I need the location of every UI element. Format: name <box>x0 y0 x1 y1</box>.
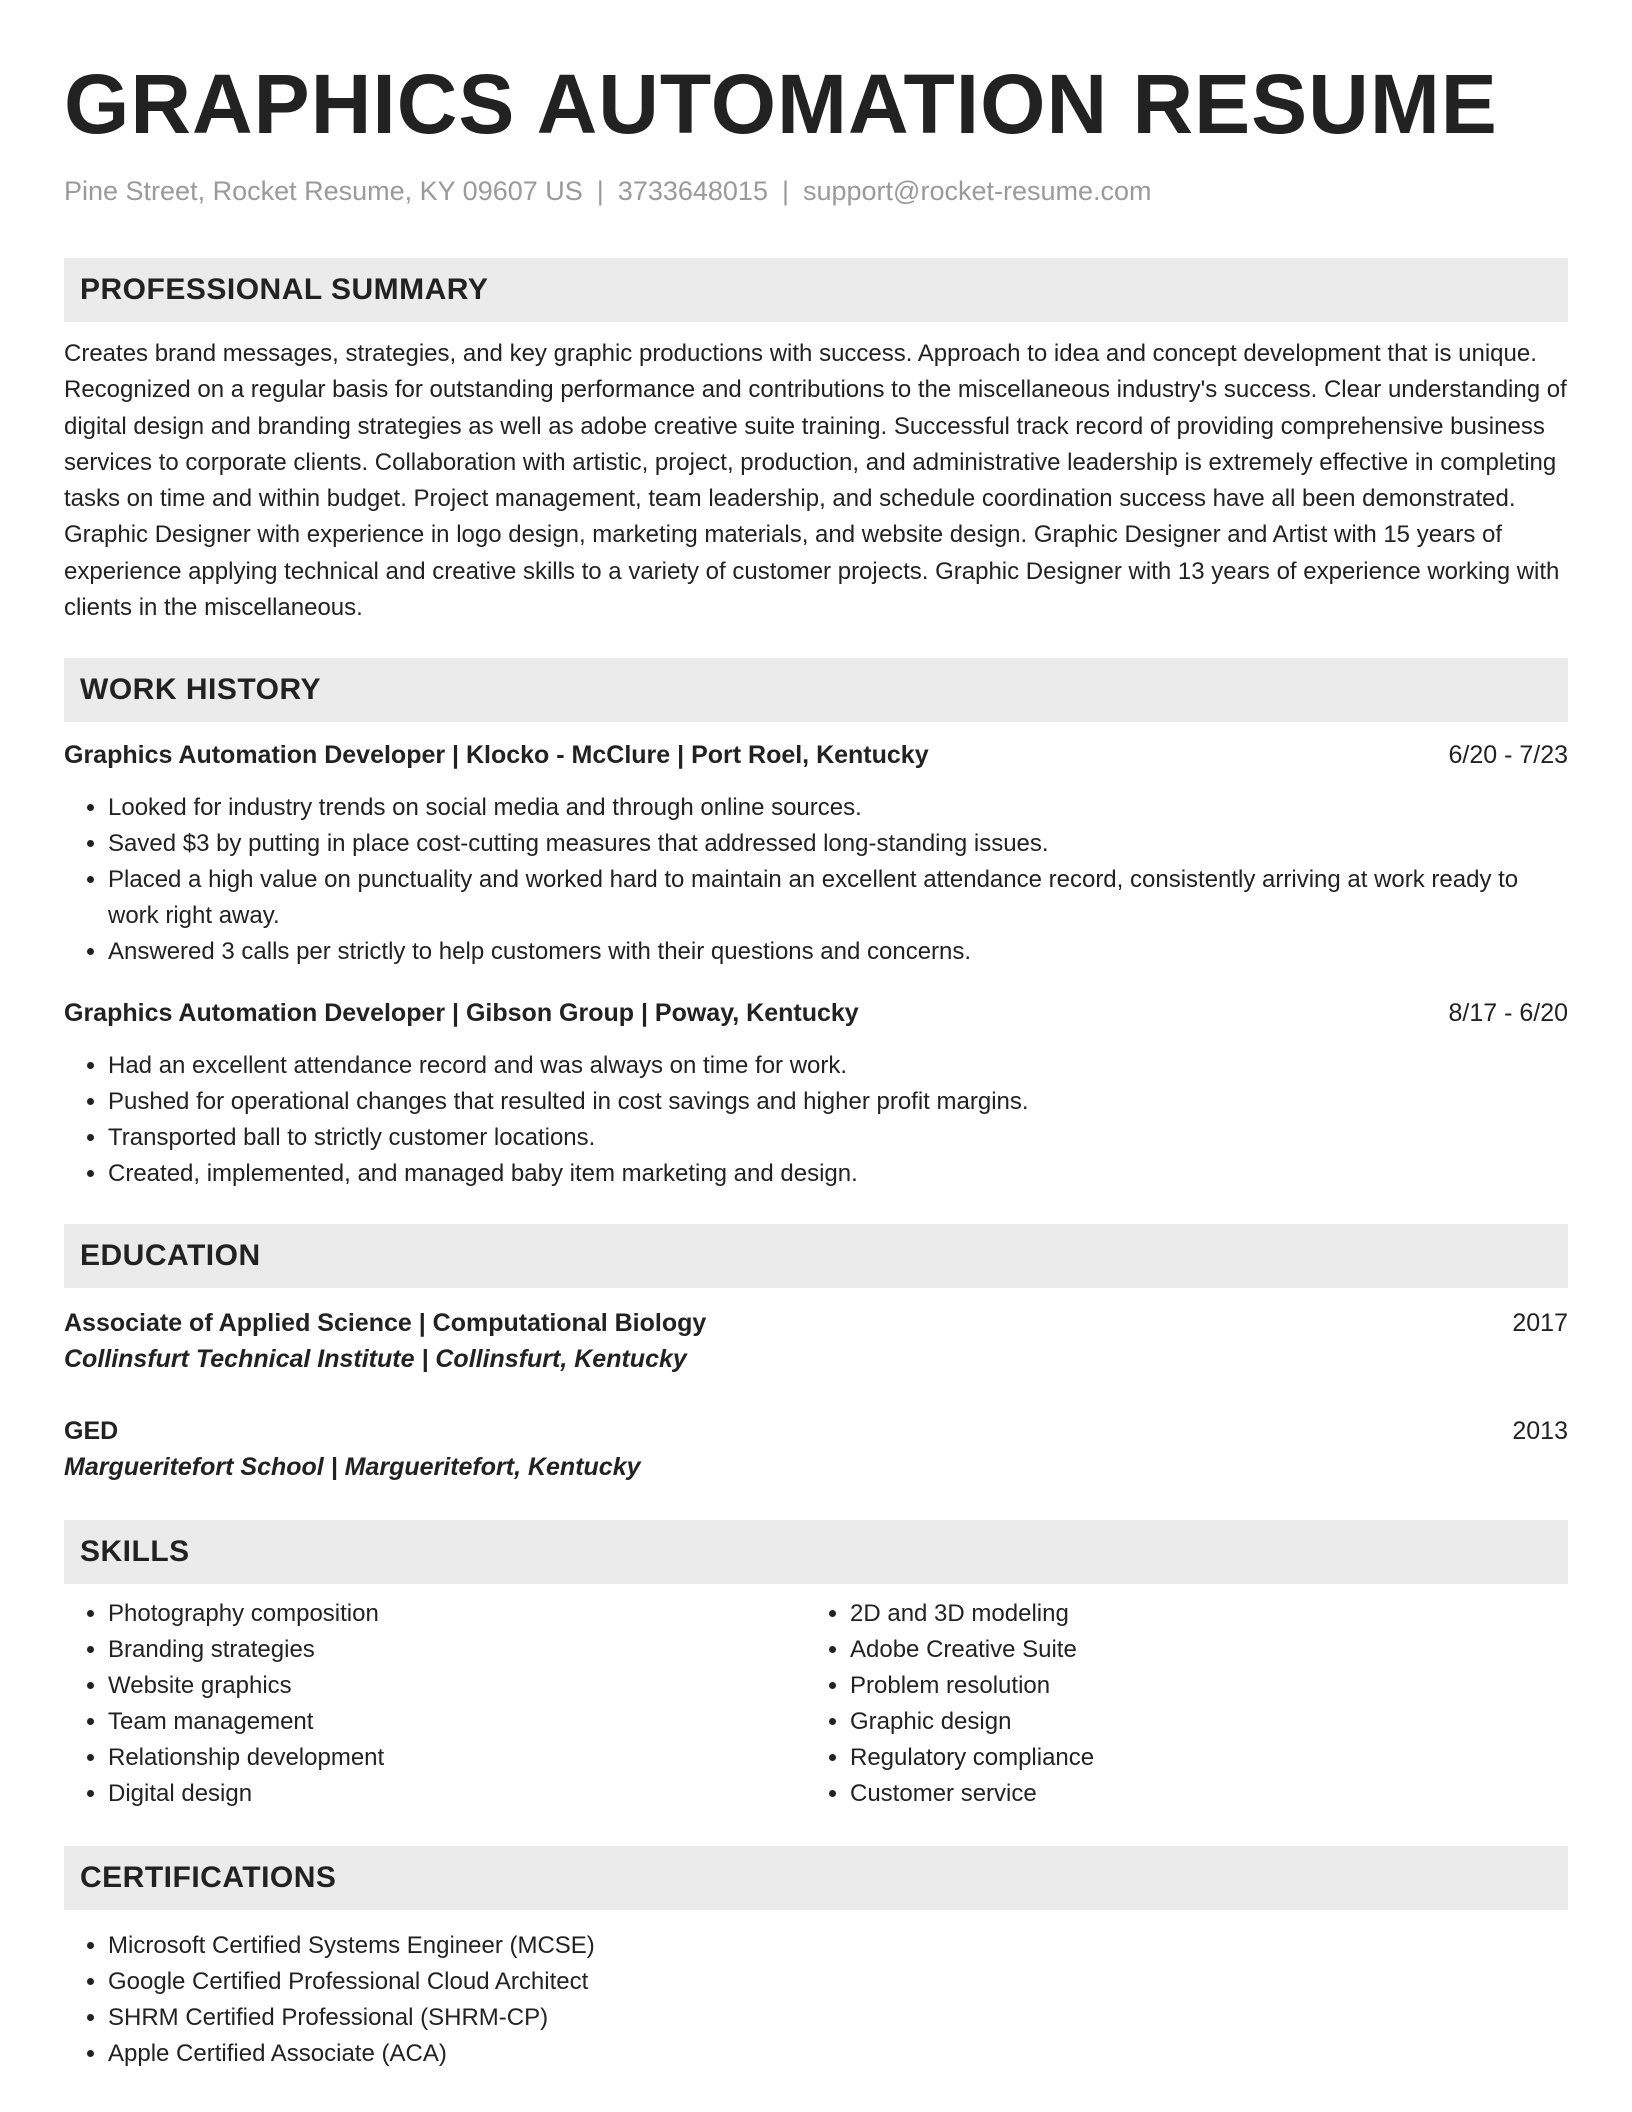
skills-list <box>806 1596 1568 1812</box>
job-header <box>64 738 1568 772</box>
summary-paragraph: Creates brand messages, strategies, and key graphic productions with success. Approach to idea and concept development that is unique. Recognized on a regular basis for outstanding performance and contributions to the miscellaneous industry's success. Clear understanding of digital design and branding strategies as well as adobe creative suite training. Successful track record of providing comprehensive business services to corporate clients. Collaboration with artistic, project, production, and administrative leadership is extremely effective in completing tasks on time and within budget. Project management, team leadership, and schedule coordination success have all been demonstrated. Graphic Designer with experience in logo design, marketing materials, and website design. Graphic Designer and Artist with 15 years of experience applying technical and creative skills to a variety of customer projects. Graphic Designer with 13 years of experience working with clients in the miscellaneous. <box>64 340 1567 622</box>
skill-item: • Graphic design <box>850 1704 1568 1740</box>
job-bullet: • Transported ball to strictly customer locations. <box>108 1120 1568 1156</box>
education-year: 2017 <box>1512 1309 1568 1338</box>
job-bullet: • Had an excellent attendance record and was always on time for work. <box>108 1048 1568 1084</box>
skill-item: • Customer service <box>850 1776 1568 1812</box>
job-bullet: • Pushed for operational changes that resulted in cost savings and higher profit margins. <box>108 1084 1568 1120</box>
contact-line <box>64 174 1568 208</box>
section-header-education: EDUCATION <box>64 1224 1568 1288</box>
education-school: Collinsfurt Technical Institute | Collinsfurt, Kentucky <box>64 1345 687 1374</box>
certification-item: • Apple Certified Associate (ACA) <box>108 2036 1568 2072</box>
education-year: 2013 <box>1512 1417 1568 1446</box>
job-bullet: • Answered 3 calls per strictly to help customers with their questions and concerns. <box>108 934 1568 970</box>
section-header-certifications: CERTIFICATIONS <box>64 1846 1568 1910</box>
skills-list <box>64 1596 806 1812</box>
skill-item: • Website graphics <box>108 1668 806 1704</box>
job-bullet: • Created, implemented, and managed baby item marketing and design. <box>108 1156 1568 1192</box>
job-dates: 8/17 - 6/20 <box>1448 999 1568 1028</box>
section-header-work-history: WORK HISTORY <box>64 658 1568 722</box>
skill-item: • Photography composition <box>108 1596 806 1632</box>
contact-email: support@rocket-resume.com <box>802 176 1152 206</box>
contact-address: Pine Street, Rocket Resume, KY 09607 US <box>64 176 583 206</box>
skill-item: • Relationship development <box>108 1740 806 1776</box>
contact-phone: 3733648015 <box>617 176 768 206</box>
skill-item: • 2D and 3D modeling <box>850 1596 1568 1632</box>
job-bullet: • Saved $3 by putting in place cost-cutting measures that addressed long-standing issues. <box>108 826 1568 862</box>
education-header <box>64 1414 1568 1448</box>
skill-item: • Branding strategies <box>108 1632 806 1668</box>
job-bullet: • Placed a high value on punctuality and worked hard to maintain an excellent attendance record, consistently arriving at work ready to work right away. <box>108 862 1568 934</box>
certifications-list <box>64 1928 1568 2072</box>
job-bullets <box>64 1048 1568 1192</box>
skills-grid <box>64 1596 1568 1812</box>
skill-item: • Regulatory compliance <box>850 1740 1568 1776</box>
skill-item: • Team management <box>108 1704 806 1740</box>
education-school: Margueritefort School | Margueritefort, Kentucky <box>64 1453 641 1482</box>
skills-column-left <box>64 1596 806 1812</box>
job-bullets <box>64 790 1568 970</box>
contact-separator: | <box>781 176 789 206</box>
job-title: Graphics Automation Developer | Klocko - McClure | Port Roel, Kentucky <box>64 741 929 770</box>
education-entry <box>64 1306 1568 1378</box>
contact-separator: | <box>596 176 604 206</box>
job-entry <box>64 738 1568 970</box>
certification-item: • SHRM Certified Professional (SHRM-CP) <box>108 2000 1568 2036</box>
education-header <box>64 1306 1568 1340</box>
skill-item: • Problem resolution <box>850 1668 1568 1704</box>
job-title: Graphics Automation Developer | Gibson Group | Poway, Kentucky <box>64 999 859 1028</box>
job-bullet: • Looked for industry trends on social media and through online sources. <box>108 790 1568 826</box>
skill-item: • Adobe Creative Suite <box>850 1632 1568 1668</box>
certification-item: • Google Certified Professional Cloud Architect <box>108 1964 1568 2000</box>
job-entry <box>64 996 1568 1192</box>
certification-item: • Microsoft Certified Systems Engineer (MCSE) <box>108 1928 1568 1964</box>
skills-column-right <box>806 1596 1568 1812</box>
skill-item: • Digital design <box>108 1776 806 1812</box>
education-degree: GED <box>64 1417 119 1446</box>
job-header <box>64 996 1568 1030</box>
education-entry <box>64 1414 1568 1486</box>
section-header-skills: SKILLS <box>64 1520 1568 1584</box>
section-header-summary: PROFESSIONAL SUMMARY <box>64 258 1568 322</box>
resume-title: GRAPHICS AUTOMATION RESUME <box>64 57 1498 151</box>
job-dates: 6/20 - 7/23 <box>1448 741 1568 770</box>
education-degree: Associate of Applied Science | Computational Biology <box>64 1309 707 1338</box>
